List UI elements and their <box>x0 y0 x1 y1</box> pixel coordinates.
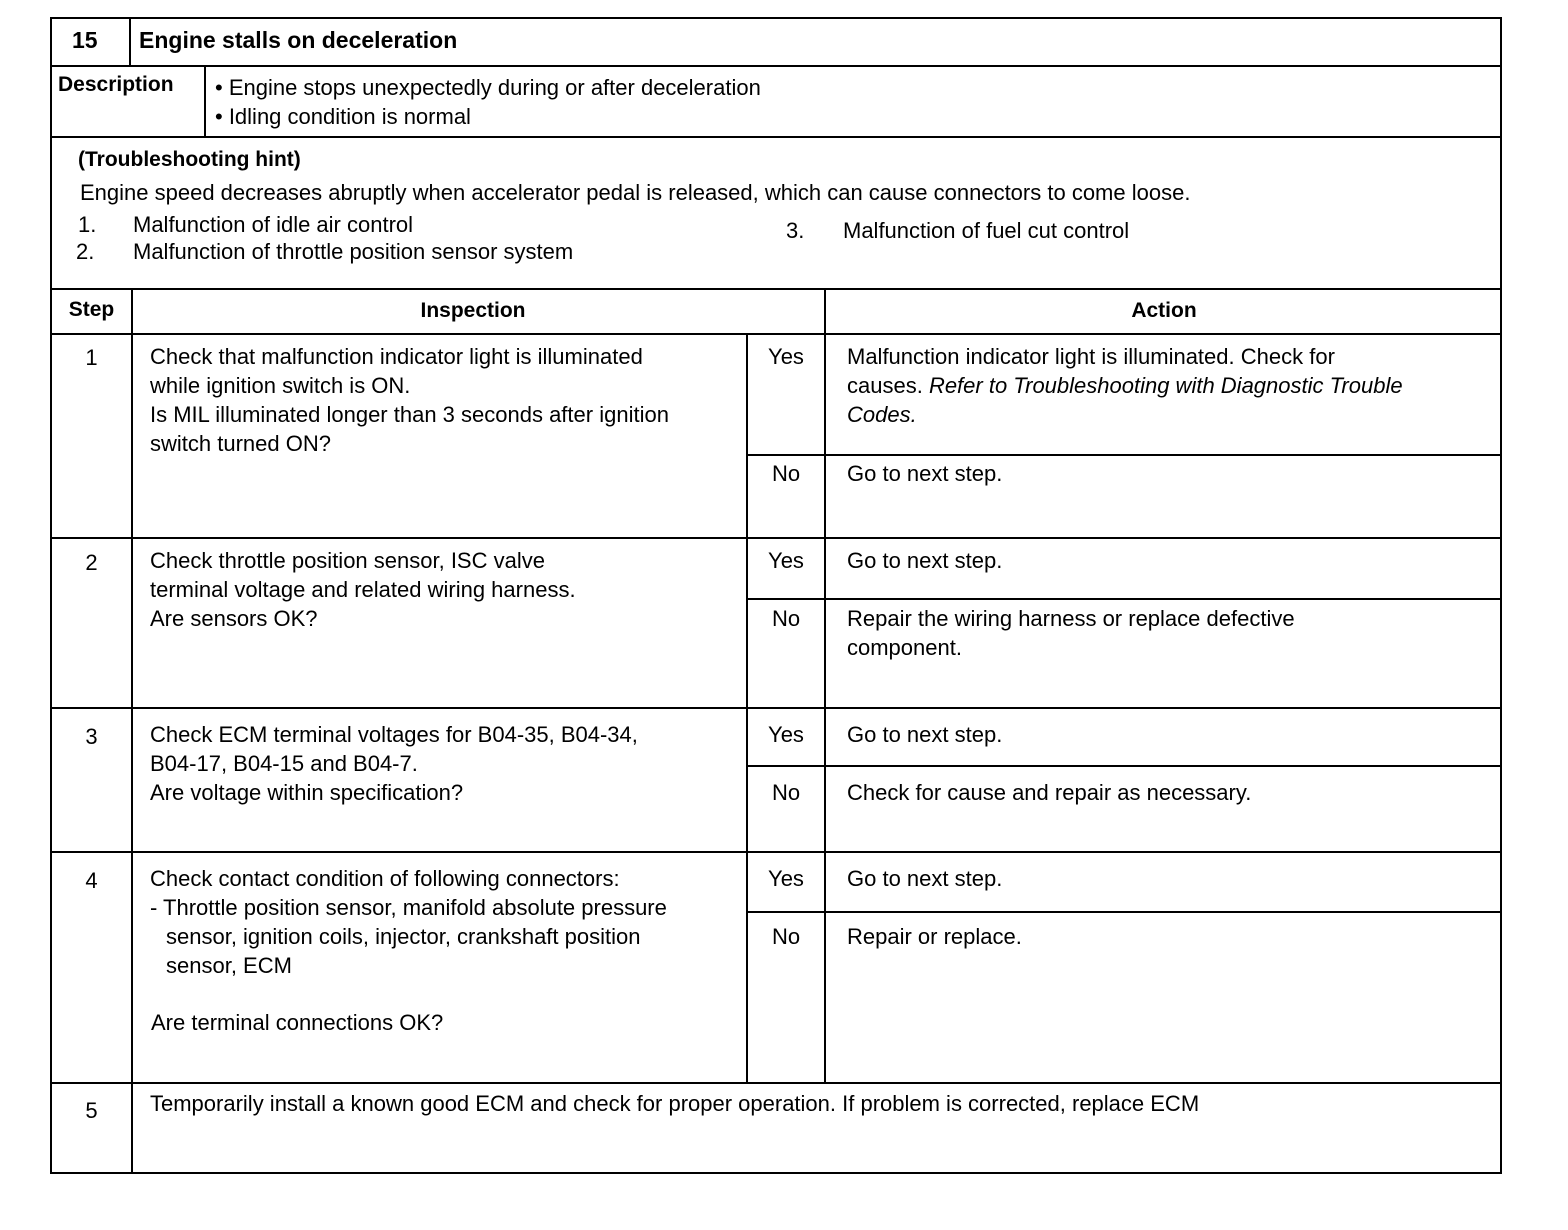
rule-hint <box>50 288 1502 290</box>
rule-header-number <box>129 17 131 66</box>
description-label: Description <box>58 73 174 96</box>
hint-title: (Troubleshooting hint) <box>78 148 301 171</box>
step-number: 2 <box>85 550 98 575</box>
step-number: 1 <box>85 345 98 370</box>
yes-label: Yes <box>768 722 804 747</box>
inspection-text: sensor, ignition coils, injector, crankshaft position <box>166 924 641 949</box>
rule-step4-yes <box>746 911 1502 913</box>
action-text: Repair or replace. <box>847 924 1022 949</box>
action-reference: Codes. <box>847 402 917 427</box>
step-number: 4 <box>85 868 98 893</box>
inspection-text: - Throttle position sensor, manifold absolute pressure <box>150 895 667 920</box>
column-header-step: Step <box>68 298 115 321</box>
rule-column-headers <box>50 333 1502 335</box>
rule-header <box>50 65 1502 67</box>
rule-action-column <box>824 288 826 1083</box>
action-reference: Refer to Troubleshooting with Diagnostic Trouble <box>928 373 1403 398</box>
action-text: Go to next step. <box>847 866 1003 891</box>
action-text: Malfunction indicator light is illuminated. Check for <box>847 344 1335 369</box>
inspection-text: Check contact condition of following connectors: <box>150 866 620 891</box>
hint-cause-text: Malfunction of throttle position sensor system <box>133 239 574 264</box>
problem-title: Engine stalls on deceleration <box>139 27 458 53</box>
action-text <box>847 371 1403 400</box>
hint-cause-number: 1. <box>78 212 97 237</box>
action-text: Check for cause and repair as necessary. <box>847 780 1252 805</box>
rule-step1 <box>50 537 1502 539</box>
rule-step2 <box>50 707 1502 709</box>
rule-step4 <box>50 1082 1502 1084</box>
hint-text: Engine speed decreases abruptly when accelerator pedal is released, which can cause connectors to come loose. <box>80 180 1191 205</box>
rule-step3 <box>50 851 1502 853</box>
column-header-inspection: Inspection <box>420 299 526 322</box>
column-header-action: Action <box>1131 299 1197 322</box>
inspection-text: Are terminal connections OK? <box>151 1010 444 1035</box>
inspection-text: B04-17, B04-15 and B04-7. <box>150 751 418 776</box>
problem-number: 15 <box>72 27 98 53</box>
step-number: 3 <box>85 724 98 749</box>
inspection-text: while ignition switch is ON. <box>150 373 411 398</box>
action-text: component. <box>847 635 962 660</box>
action-text: Go to next step. <box>847 548 1003 573</box>
rule-yesno-column <box>746 333 748 1083</box>
hint-cause-number: 3. <box>786 218 805 243</box>
description-bullet: • Idling condition is normal <box>215 104 471 129</box>
hint-cause-text: Malfunction of idle air control <box>133 212 414 237</box>
no-label: No <box>771 606 801 631</box>
rule-description <box>50 136 1502 138</box>
yes-label: Yes <box>768 548 804 573</box>
rule-step-column <box>131 288 133 1174</box>
inspection-text: Are voltage within specification? <box>150 780 464 805</box>
action-text: Go to next step. <box>847 461 1003 486</box>
no-label: No <box>771 780 801 805</box>
hint-cause-number: 2. <box>76 239 95 264</box>
no-label: No <box>771 461 801 486</box>
hint-cause-text: Malfunction of fuel cut control <box>843 218 1130 243</box>
description-bullet: • Engine stops unexpectedly during or after deceleration <box>215 75 761 100</box>
no-label: No <box>771 924 801 949</box>
yes-label: Yes <box>768 344 804 369</box>
inspection-text: terminal voltage and related wiring harness. <box>150 577 576 602</box>
inspection-text: Is MIL illuminated longer than 3 seconds after ignition <box>150 402 669 427</box>
inspection-text: Check that malfunction indicator light is illuminated <box>150 344 643 369</box>
action-text: Go to next step. <box>847 722 1003 747</box>
rule-step3-yes <box>746 765 1502 767</box>
action-text-plain: causes. <box>847 373 929 398</box>
rule-step1-yes <box>746 454 1502 456</box>
inspection-text: Are sensors OK? <box>150 606 318 631</box>
rule-description-label <box>204 65 206 137</box>
rule-step2-yes <box>746 598 1502 600</box>
action-text: Repair the wiring harness or replace defective <box>847 606 1295 631</box>
inspection-text: Check ECM terminal voltages for B04-35, B04-34, <box>150 722 638 747</box>
yes-label: Yes <box>768 866 804 891</box>
step-number: 5 <box>85 1098 98 1123</box>
inspection-text: Check throttle position sensor, ISC valve <box>150 548 545 573</box>
inspection-text: switch turned ON? <box>150 431 331 456</box>
inspection-text: Temporarily install a known good ECM and check for proper operation. If problem is corrected, replace ECM <box>150 1091 1200 1116</box>
inspection-text: sensor, ECM <box>166 953 292 978</box>
